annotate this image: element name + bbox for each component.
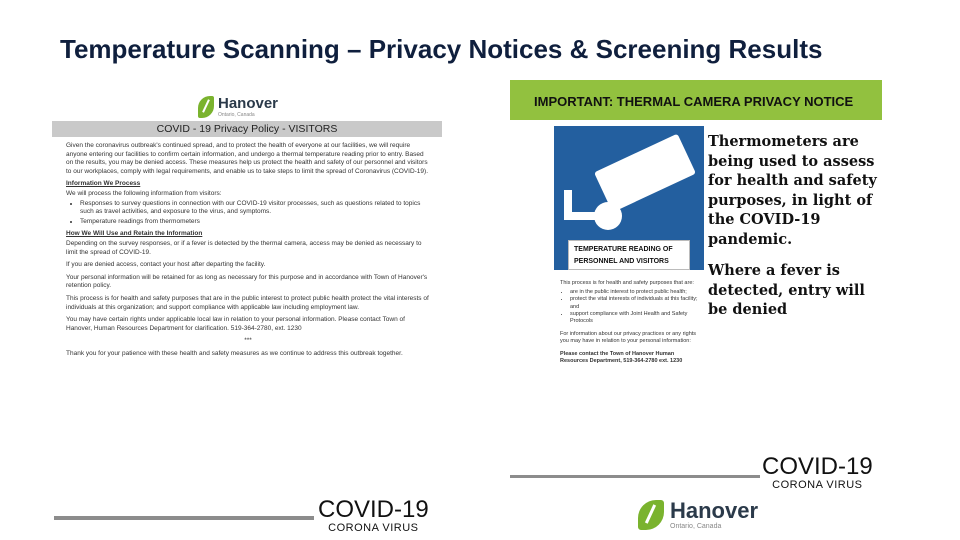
footer-divider-right <box>510 475 760 478</box>
use-paragraph: Your personal information will be retained for as long as necessary for this purpose and in accordance with Town of Hanover's retention policy. <box>66 273 428 290</box>
covid-logo-left <box>318 498 429 534</box>
notice-fine-print <box>560 280 700 370</box>
process-intro: We will process the following information from visitors: <box>66 189 222 197</box>
closing-paragraph: Thank you for your patience with these health and safety measures as we continue to address this outbreak together. <box>66 349 403 357</box>
hanover-name: Hanover <box>670 498 759 523</box>
process-header: Information We Process <box>66 180 141 188</box>
list-item: • Temperature readings from thermometers <box>80 218 430 227</box>
covid-logo-sub: CORONA VIRUS <box>328 522 419 534</box>
slide-title: Temperature Scanning – Privacy Notices & Screening Results <box>60 34 823 64</box>
thermal-camera-notice <box>510 80 882 430</box>
hanover-logo-footer <box>638 500 758 531</box>
use-header: How We Will Use and Retain the Information <box>66 230 203 238</box>
use-paragraph: Depending on the survey responses, or if a fever is detected by the thermal camera, access may be denied as necessary to limit the spread of COVID-19. <box>66 239 422 256</box>
logo-subtitle: Ontario, Canada <box>218 112 255 118</box>
policy-intro: Given the coronavirus outbreak's continued spread, and to protect the health of everyone at our facilities, we will require anyone entering our facilities to confirm certain information, and undergo a thermal temperature reading prior to entry. Based on the results, you may be denied access. These measures help us protect the health and safety of our personnel and visitors to our workplaces, comply with legal requirements, and enable us to take steps to limit the spread of Coronavirus (COVID-19). <box>66 142 429 175</box>
camera-label: TEMPERATURE READING OF PERSONNEL AND VISITORS <box>568 240 690 270</box>
use-paragraph: This process is for health and safety purposes that are in the public interest to protect public health protect the vital interests of individuals at this organization; and support compliance with applicable law including employment law. <box>66 294 429 311</box>
covid-logo-main: COVID-19 <box>318 496 429 523</box>
logo-name: Hanover <box>218 95 279 112</box>
hanover-subtitle: Ontario, Canada <box>670 523 722 530</box>
leaf-icon <box>198 96 214 118</box>
covid-logo-right <box>762 455 873 491</box>
list-item: • are in the public interest to protect public health; <box>570 289 700 296</box>
separator-stars: *** <box>244 337 252 345</box>
process-list <box>80 200 430 227</box>
hanover-logo-small <box>198 96 278 124</box>
fine-print-intro: This process is for health and safety purposes that are: <box>560 280 694 286</box>
use-paragraph: You may have certain rights under applicable local law in relation to your personal information. Please contact Town of Hanover, Human Resources Department for clarification. 519-364-2780, ext. 1230 <box>66 316 405 332</box>
visitor-privacy-policy-document <box>52 90 444 438</box>
footer-divider-left <box>54 516 314 520</box>
list-item: • support compliance with Joint Health and Safety Protocols <box>570 311 700 325</box>
notice-main-text <box>708 132 878 332</box>
covid-logo-main: COVID-19 <box>762 453 873 480</box>
notice-denial-text: Where a fever is detected, entry will be denied <box>708 262 865 318</box>
policy-body <box>66 142 430 362</box>
fine-print-contact: Please contact the Town of Hanover Human Resources Department, 519-364-2780 ext. 1230 <box>560 350 683 364</box>
list-item: • Responses to survey questions in connection with our COVID-19 visitor processes, such as questions related to topics such as travel activities, and exposure to the virus, and symptoms. <box>80 200 430 217</box>
notice-header <box>510 80 882 120</box>
leaf-icon <box>638 500 664 530</box>
policy-title-bar: COVID - 19 Privacy Policy - VISITORS <box>52 121 442 137</box>
use-paragraph: If you are denied access, contact your host after departing the facility. <box>66 261 266 269</box>
list-item: • protect the vital interests of individuals at this facility; and <box>570 296 700 310</box>
notice-header-text: IMPORTANT: THERMAL CAMERA PRIVACY NOTICE <box>534 94 854 109</box>
fine-print-info: For information about our privacy practices or any rights you may have in relation to your personal information: <box>560 331 697 345</box>
notice-purpose-text: Thermometers are being used to assess for health and safety purposes, in light of the COVID-19 pandemic. <box>708 133 877 248</box>
covid-logo-sub: CORONA VIRUS <box>772 479 863 491</box>
